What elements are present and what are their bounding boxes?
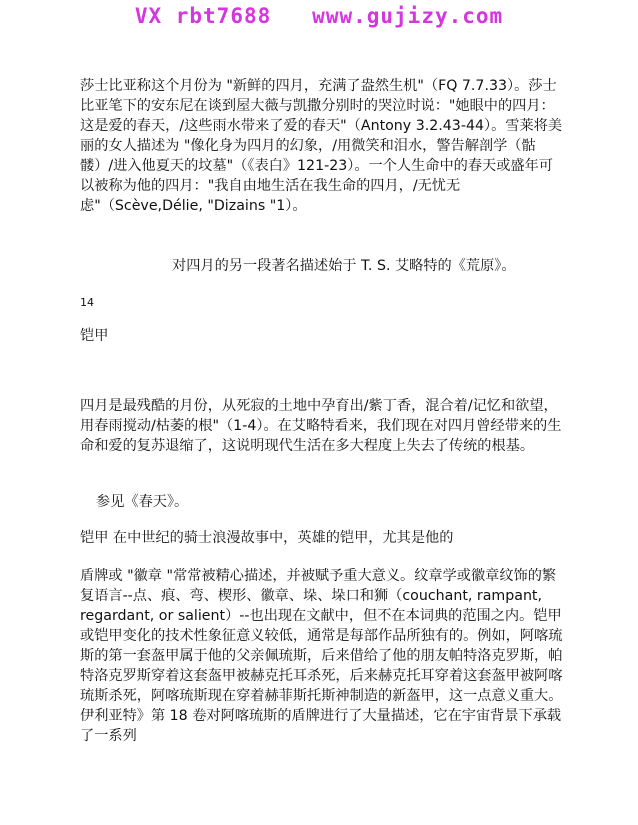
paragraph-armor-intro: 铠甲 在中世纪的骑士浪漫故事中，英雄的铠甲，尤其是他的	[80, 530, 454, 546]
watermark: VX rbt7688 www.gujizy.com	[134, 4, 504, 28]
page-number: 14	[80, 296, 94, 309]
paragraph-wasteland-quote: 四月是最残酷的月份，从死寂的土地中孕育出/紫丁香，混合着/记忆和欲望，用春雨搅动/枯萎的根"（1-4）。在艾略特看来，我们现在对四月曾经带来的生命和爱的复苏退缩了，这说明现代生活在多大程度上失去了传统的根基。	[80, 398, 562, 454]
paragraph-eliot-intro: 对四月的另一段著名描述始于 T. S. 艾略特的《荒原》。	[172, 258, 516, 274]
paragraph-armor-description: 盾牌或 "徽章 "常常被精心描述，并被赋予重大意义。纹章学或徽章纹饰的繁复语言--点、痕、弯、楔形、徽章、垛、垛口和狮（couchant, rampant, regardant, or salient）--也出现在文献中，但不在本词典的范围之内。铠甲或铠甲变化的技术性象征意义较低，通常是每部作品所独有的。例如，阿喀琉斯的第一套盔甲属于他的父亲佩琉斯，后来借给了他的朋友帕特洛克罗斯，帕特洛克罗斯穿着这套盔甲被赫克托耳杀死，后来赫克托耳穿着这套盔甲被阿喀琉斯杀死，阿喀琉斯现在穿着赫菲斯托斯神制造的新盔甲，这一点意义重大。伊利亚特》第 18 卷对阿喀琉斯的盾牌进行了大量描述，它在宇宙背景下承载了一系列	[80, 568, 563, 744]
paragraph-april-shakespeare: 莎士比亚称这个月份为 "新鲜的四月，充满了盎然生机"（FQ 7.7.33）。莎士比亚笔下的安东尼在谈到屋大薇与凯撒分别时的哭泣时说："她眼中的四月：这是爱的春天，/这些雨水带来了爱的春天"（Antony 3.2.43-44）。雪莱将美丽的女人描述为 "像化身为四月的幻象，/用微笑和泪水，警告解剖学（骷髅）/进入他夏天的坟墓"（《表白》121-23）。一个人生命中的春天或盛年可以被称为他的四月："我自由地生活在我生命的四月，/无忧无虑"（Scève,Délie, "Dizains "1）。	[80, 78, 563, 214]
section-heading: 铠甲	[80, 328, 109, 344]
paragraph-see-also: 参见《春天》。	[96, 494, 189, 510]
